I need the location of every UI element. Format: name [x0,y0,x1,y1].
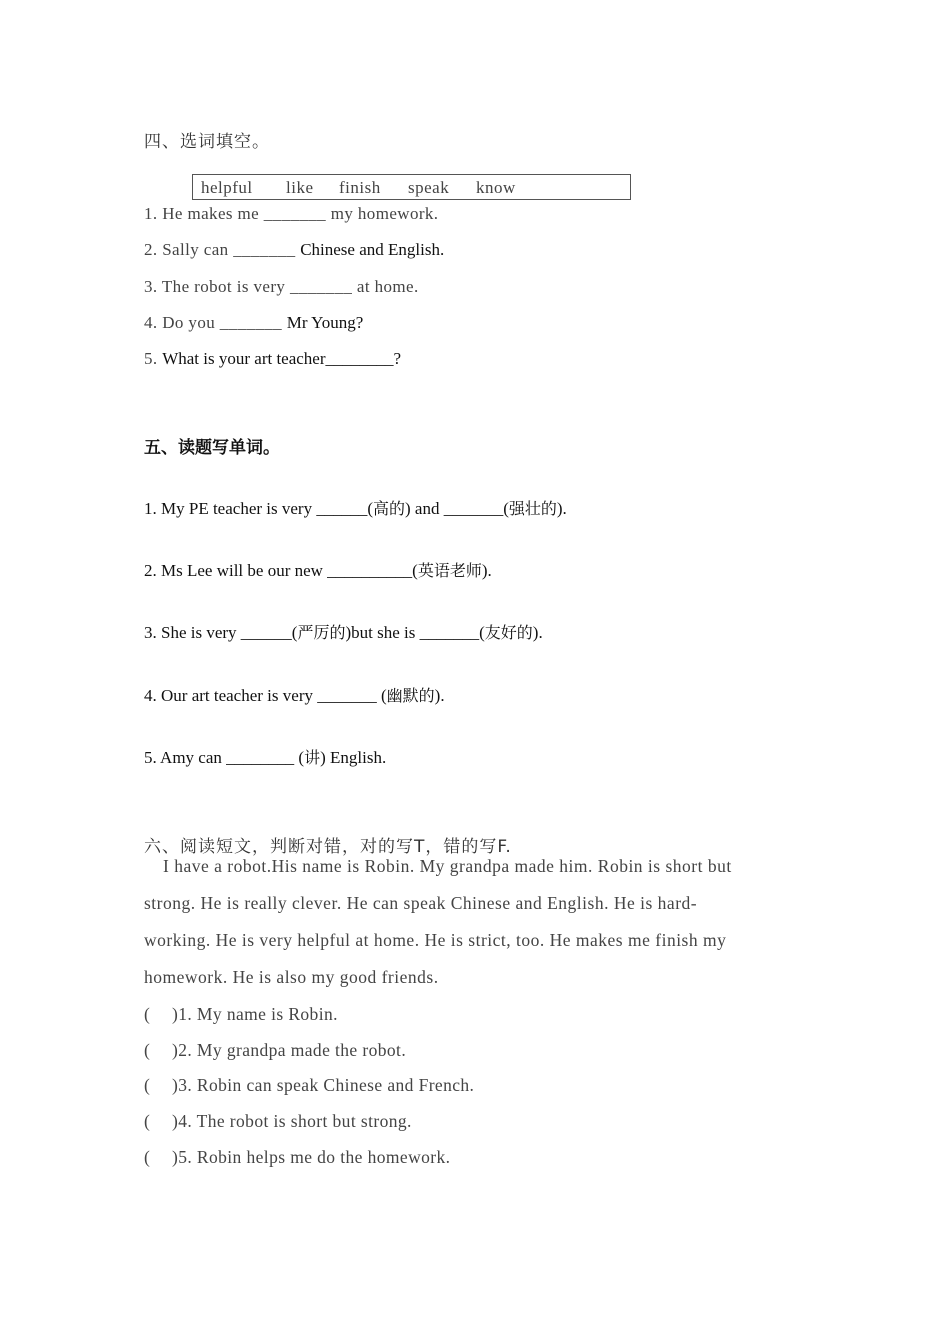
word-bank-item: like [286,178,314,197]
fill-question-2: 2. Sally can _______ Chinese and English. [144,240,445,259]
fill-question-4: 4. Do you _______ Mr Young? [144,313,364,332]
word-bank-item: helpful [201,178,253,197]
word-bank-item: speak [408,178,450,197]
word-bank-item: finish [339,178,381,197]
true-false-item-1: ( )1. My name is Robin. [144,1004,338,1024]
word-question-3: 3. She is very ______(严厉的)but she is _______(友好的). [144,623,543,642]
fill-question-1: 1. He makes me _______ my homework. [144,204,439,223]
word-question-2: 2. Ms Lee will be our new __________(英语老师). [144,561,492,580]
true-false-item-5: ( )5. Robin helps me do the homework. [144,1147,451,1167]
true-false-item-3: ( )3. Robin can speak Chinese and French. [144,1075,475,1095]
passage-line: homework. He is also my good friends. [144,967,439,987]
true-false-item-2: ( )2. My grandpa made the robot. [144,1040,407,1060]
section-5-title: 五、读题写单词。 [144,438,280,458]
passage-line: strong. He is really clever. He can speak Chinese and English. He is hard- [144,893,698,913]
section-4-title: 四、选词填空。 [144,132,270,152]
true-false-item-4: ( )4. The robot is short but strong. [144,1111,412,1131]
word-bank-item: know [476,178,516,197]
passage-line: I have a robot.His name is Robin. My grandpa made him. Robin is short but [163,856,732,876]
word-question-5: 5. Amy can ________ (讲) English. [144,748,387,767]
passage-line: working. He is very helpful at home. He is strict, too. He makes me finish my [144,930,727,950]
word-bank-box [192,174,631,200]
section-6-title: 六、阅读短文，判断对错，对的写T，错的写F. [144,837,512,857]
fill-question-5: 5. What is your art teacher________? [144,349,402,368]
fill-question-3: 3. The robot is very _______ at home. [144,277,419,296]
word-question-1: 1. My PE teacher is very ______(高的) and _______(强壮的). [144,499,567,518]
word-question-4: 4. Our art teacher is very _______ (幽默的). [144,686,445,705]
